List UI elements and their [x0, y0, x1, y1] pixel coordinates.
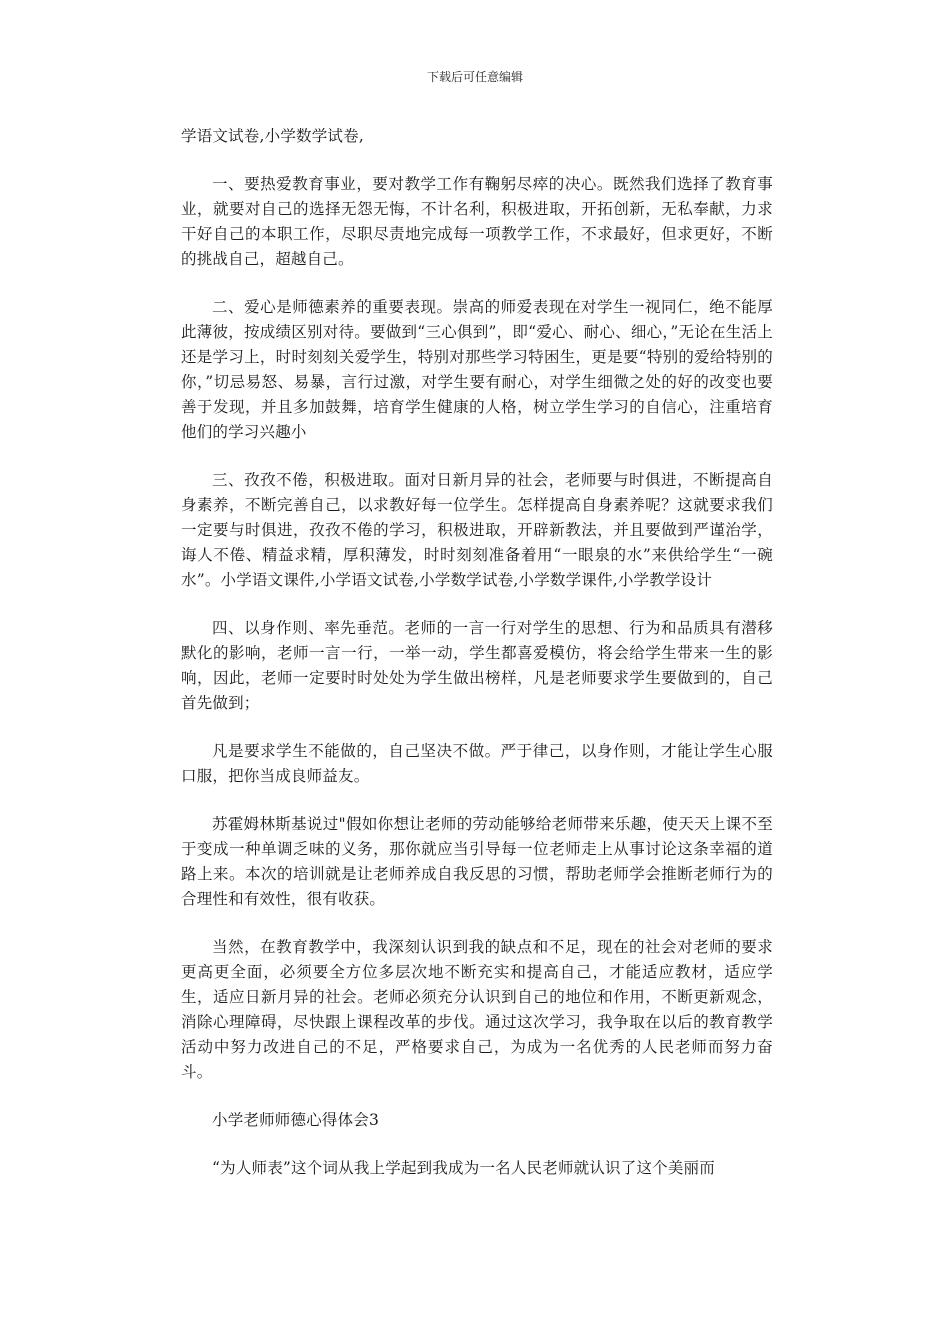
paragraph-intro: 学语文试卷,小学数学试卷, [181, 127, 364, 145]
paragraph-3: 三、孜孜不倦，积极进取。面对日新月异的社会，老师要与时俱进，不断提高自身素养，不断完善自己，以求教好每一位学生。怎样提高自身素养呢？这就要求我们一定要与时俱进，孜孜不倦的学习，积极进取，开辟新教法，并且要做到严谨治学，诲人不倦、精益求精，厚积薄发，时时刻刻准备着用“一眼泉的水”来供给学生“一碗水”。小学语文课件,小学语文试卷,小学数学试卷,小学数学课件,小学教学设计 [181, 471, 773, 589]
page-header: 下载后可任意编辑 [426, 70, 523, 84]
paragraph-2: 二、爱心是师德素养的重要表现。崇高的师爱表现在对学生一视同仁，绝不能厚此薄彼，按成绩区别对待。要做到“三心俱到”，即“爱心、耐心、细心，”无论在生活上还是学习上，时时刻刻关爱学生，特别对那些学习特困生，更是要“特别的爱给特别的你，”切忌易怒、易暴，言行过激，对学生要有耐心，对学生细微之处的好的改变也要善于发现，并且多加鼓舞，培育学生健康的人格，树立学生学习的自信心，注重培育他们的学习兴趣小 [181, 298, 773, 441]
paragraph-5: 凡是要求学生不能做的，自己坚决不做。严于律己，以身作则，才能让学生心服口服，把你当成良师益友。 [181, 742, 773, 785]
document-body [181, 124, 773, 1204]
paragraph-8: “为人师表”这个词从我上学起到我成为一名人民老师就认识了这个美丽而 [212, 1159, 715, 1177]
section-heading: 小学老师师德心得体会3 [212, 1111, 380, 1129]
paragraph-1: 一、要热爱教育事业，要对教学工作有鞠躬尽瘁的决心。既然我们选择了教育事业，就要对自己的选择无怨无悔，不计名利，积极进取，开拓创新，无私奉献，力求干好自己的本职工作，尽职尽责地完成每一项教学工作，不求最好，但求更好，不断的挑战自己，超越自己。 [181, 175, 773, 268]
paragraph-7: 当然，在教育教学中，我深刻认识到我的缺点和不足，现在的社会对老师的要求更高更全面，必须要全方位多层次地不断充实和提高自己，才能适应教材，适应学生，适应日新月异的社会。老师必须充分认识到自己的地位和作用，不断更新观念，消除心理障碍，尽快跟上课程改革的步伐。通过这次学习，我争取在以后的教育教学活动中努力改进自己的不足，严格要求自己，为成为一名优秀的人民老师而努力奋斗。 [181, 938, 773, 1081]
paragraph-6: 苏霍姆林斯基说过"假如你想让老师的劳动能够给老师带来乐趣，使天天上课不至于变成一种单调乏味的义务，那你就应当引导每一位老师走上从事讨论这条幸福的道路上来。本次的培训就是让老师养成自我反思的习惯，帮助老师学会推断老师行为的合理性和有效性，很有收获。 [181, 815, 773, 908]
paragraph-4: 四、以身作则、率先垂范。老师的一言一行对学生的思想、行为和品质具有潜移默化的影响，老师一言一行，一举一动，学生都喜爱模仿，将会给学生带来一生的影响，因此，老师一定要时时处处为学生做出榜样，凡是老师要求学生要做到的，自己首先做到； [181, 619, 773, 712]
